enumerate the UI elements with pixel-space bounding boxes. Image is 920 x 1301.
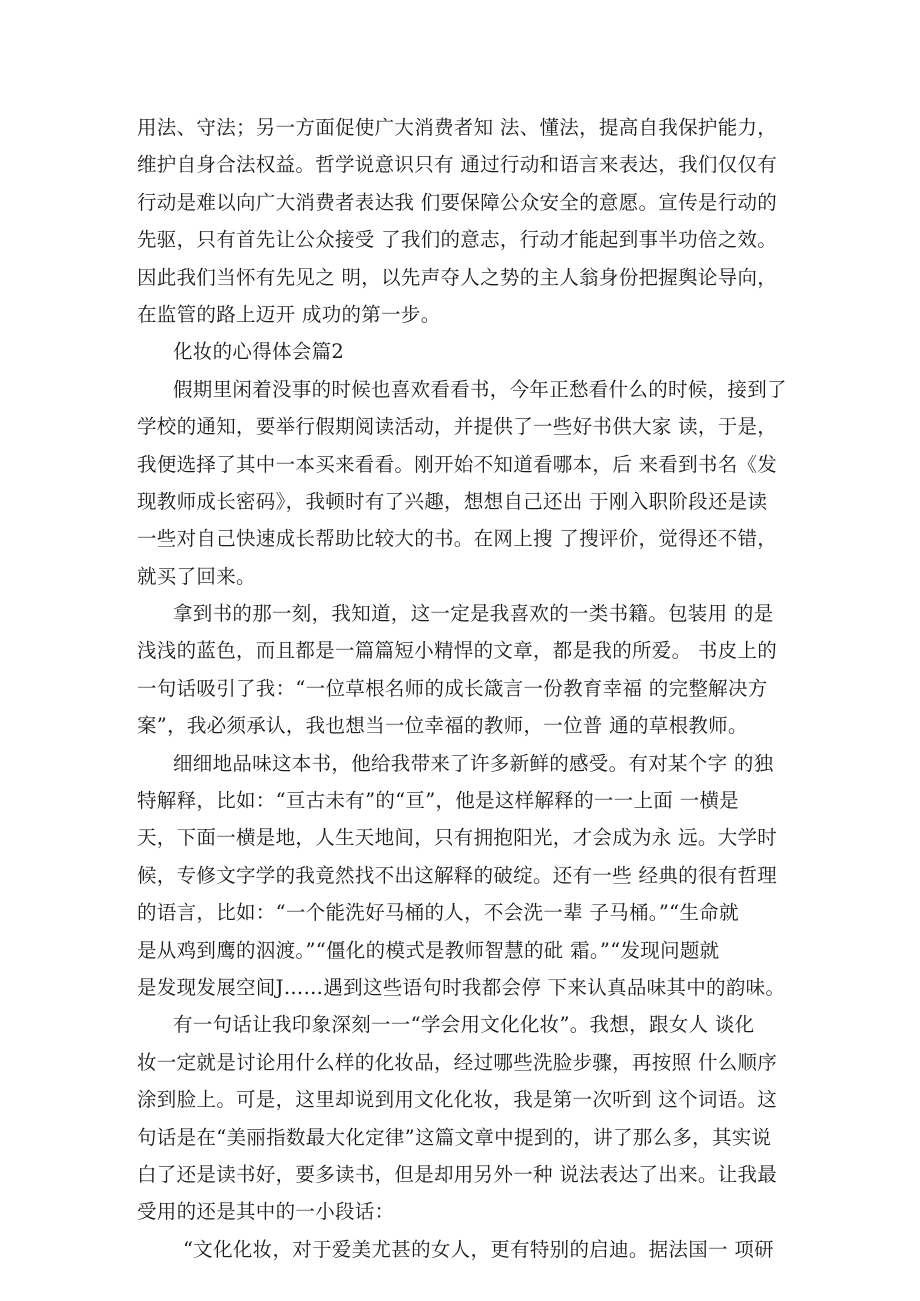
body-text-line: 受用的还是其中的一小段话： [137,1200,395,1224]
body-text-line: 案”，我必须承认，我也想当一位幸福的教师，一位普 通的草根教师。 [137,714,748,738]
body-text-line: 天，下面一横是地，人生天地间，只有拥抱阳光，才会成为永 远。大学时 [137,826,778,850]
body-text-line: 涂到脸上。可是，这里却说到用文化化妆，我是第一次听到 这个词语。这 [137,1088,778,1112]
body-text-line: 在监管的路上迈开 成功的第一步。 [137,302,441,326]
paragraph-first-line: 有一句话让我印象深刻一一“学会用文化化妆”。我想，跟女人 谈化 [173,1013,755,1037]
body-text-line: 妆一定就是讨论用什么样的化妆品，经过哪些洗脸步骤，再按照 什么顺序 [137,1050,778,1074]
body-text-line: 行动是难以向广大消费者表达我 们要保障公众安全的意愿。宣传是行动的 [137,190,778,214]
section-heading: 化妆的心得体会篇2 [173,340,345,364]
body-text-line: 一句话吸引了我：“一位草根名师的成长箴言一份教育幸福 的完整解决方 [137,676,768,700]
body-text-line: 现教师成长密码》，我顿时有了兴趣，想想自己还出 于刚入职阶段还是读 [137,489,768,513]
body-text-line: 维护自身合法权益。哲学说意识只有 通过行动和语言来表达，我们仅仅有 [137,153,778,177]
body-text-line: 句话是在“美丽指数最大化定律”这篇文章中提到的，讲了那么多，其实说 [137,1125,772,1149]
body-text-line: 我便选择了其中一本买来看看。刚开始不知道看哪本，后 来看到书名《发 [137,452,778,476]
document-body [137,109,797,1268]
body-text-line: 浅浅的蓝色，而且都是一篇篇短小精悍的文章，都是我的所爱。 书皮上的 [137,639,778,663]
paragraph-first-line: 细细地品味这本书，他给我带来了许多新鲜的感受。有对某个字 的独 [173,751,774,775]
body-text-line: 的语言，比如：“一个能洗好马桶的人，不会洗一辈 子马桶。”“生命就 [137,901,739,925]
paragraph-first-line: 拿到书的那一刻，我知道，这一定是我喜欢的一类书籍。包装用 的是 [173,602,774,626]
body-text-line: 就买了回来。 [137,564,256,588]
body-text-line: 白了还是读书好，要多读书，但是却用另外一种 说法表达了出来。让我最 [137,1162,778,1186]
body-text-line: 学校的通知，要举行假期阅读活动，并提供了一些好书供大家 读，于是， [137,415,778,439]
body-text-line: 因此我们当怀有先见之 明，以先声夺人之势的主人翁身份把握舆论导向， [137,265,778,289]
body-text-line: 候，专修文字学的我竟然找不出这解释的破绽。还有一些 经典的很有哲理 [137,863,778,887]
quote-first-line: “文化化妆，对于爱美尤甚的女人，更有特别的启迪。据法国一 项研 [183,1237,774,1261]
body-text-line: 一些对自己快速成长帮助比较大的书。在网上搜 了搜评价，觉得还不错， [137,527,778,551]
body-text-line: 是从鸡到鹰的泅渡。”“僵化的模式是教师智慧的砒 霜。”“发现问题就 [137,938,720,962]
body-text-line: 先驱，只有首先让公众接受 了我们的意志，行动才能起到事半功倍之效。 [137,228,778,252]
body-text-line: 用法、守法；另一方面促使广大消费者知 法、懂法，提高自我保护能力， [137,116,778,139]
body-text-line: 是发现发展空间J……遇到这些语句时我都会停 下来认真品味其中的韵味。 [137,975,786,999]
paragraph-first-line: 假期里闲着没事的时候也喜欢看看书，今年正愁看什么的时候，接到了 [173,377,787,401]
body-text-line: 特解释，比如：“亘古未有”的“亘”，他是这样解释的一一上面 一横是 [137,789,739,813]
